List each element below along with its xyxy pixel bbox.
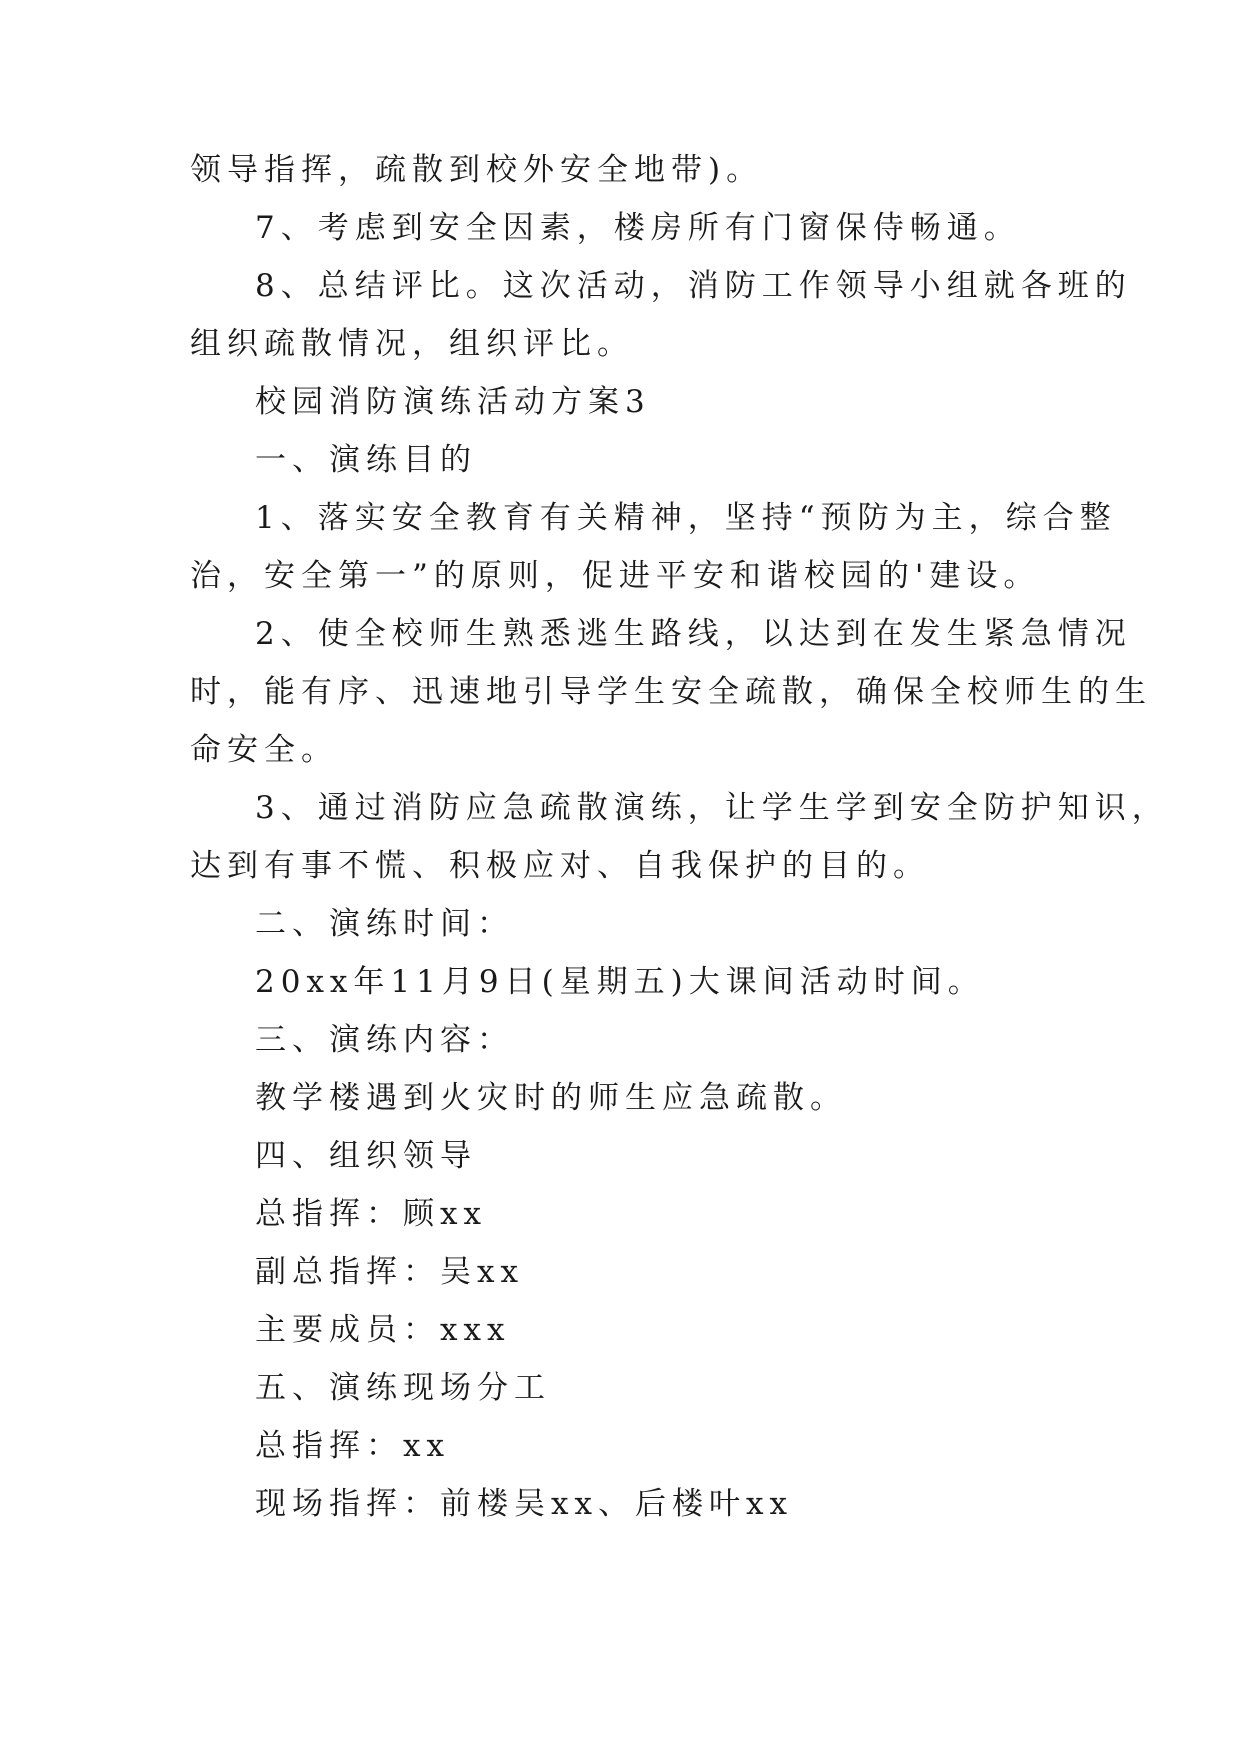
paragraph-line: 7、考虑到安全因素，楼房所有门窗保侍畅通。: [255, 210, 1021, 246]
paragraph-line: 命安全。: [190, 732, 338, 768]
paragraph-line: 治，安全第一”的原则，促进平安和谐校园的'建设。: [190, 558, 1041, 594]
paragraph-line: 1、落实安全教育有关精神，坚持“预防为主，综合整: [255, 500, 1117, 536]
section-heading: 三、演练内容：: [255, 1022, 514, 1058]
paragraph-line: 达到有事不慌、积极应对、自我保护的目的。: [190, 848, 930, 884]
paragraph-line: 时，能有序、迅速地引导学生安全疏散，确保全校师生的生: [190, 674, 1152, 710]
paragraph-line: 领导指挥，疏散到校外安全地带)。: [190, 152, 764, 188]
paragraph-line: 教学楼遇到火灾时的师生应急疏散。: [255, 1080, 847, 1116]
section-heading: 一、演练目的: [255, 442, 477, 478]
paragraph-line: 总指挥：xx: [255, 1428, 450, 1464]
paragraph-line: 现场指挥：前楼吴xx、后楼叶xx: [255, 1486, 793, 1522]
paragraph-line: 8、总结评比。这次活动，消防工作领导小组就各班的: [255, 268, 1132, 304]
section-heading: 二、演练时间：: [255, 906, 514, 942]
paragraph-line: 主要成员：xxx: [255, 1312, 511, 1348]
paragraph-line: 2、使全校师生熟悉逃生路线，以达到在发生紧急情况: [255, 616, 1132, 652]
paragraph-line: 3、通过消防应急疏散演练，让学生学到安全防护知识，: [255, 790, 1169, 826]
paragraph-line: 副总指挥：吴xx: [255, 1254, 524, 1290]
paragraph-line: 组织疏散情况，组织评比。: [190, 326, 634, 362]
section-title: 校园消防演练活动方案3: [255, 384, 651, 420]
paragraph-line: 20xx年11月9日(星期五)大课间活动时间。: [255, 964, 985, 1000]
paragraph-line: 总指挥：顾xx: [255, 1196, 487, 1232]
section-heading: 五、演练现场分工: [255, 1370, 551, 1406]
section-heading: 四、组织领导: [255, 1138, 477, 1174]
